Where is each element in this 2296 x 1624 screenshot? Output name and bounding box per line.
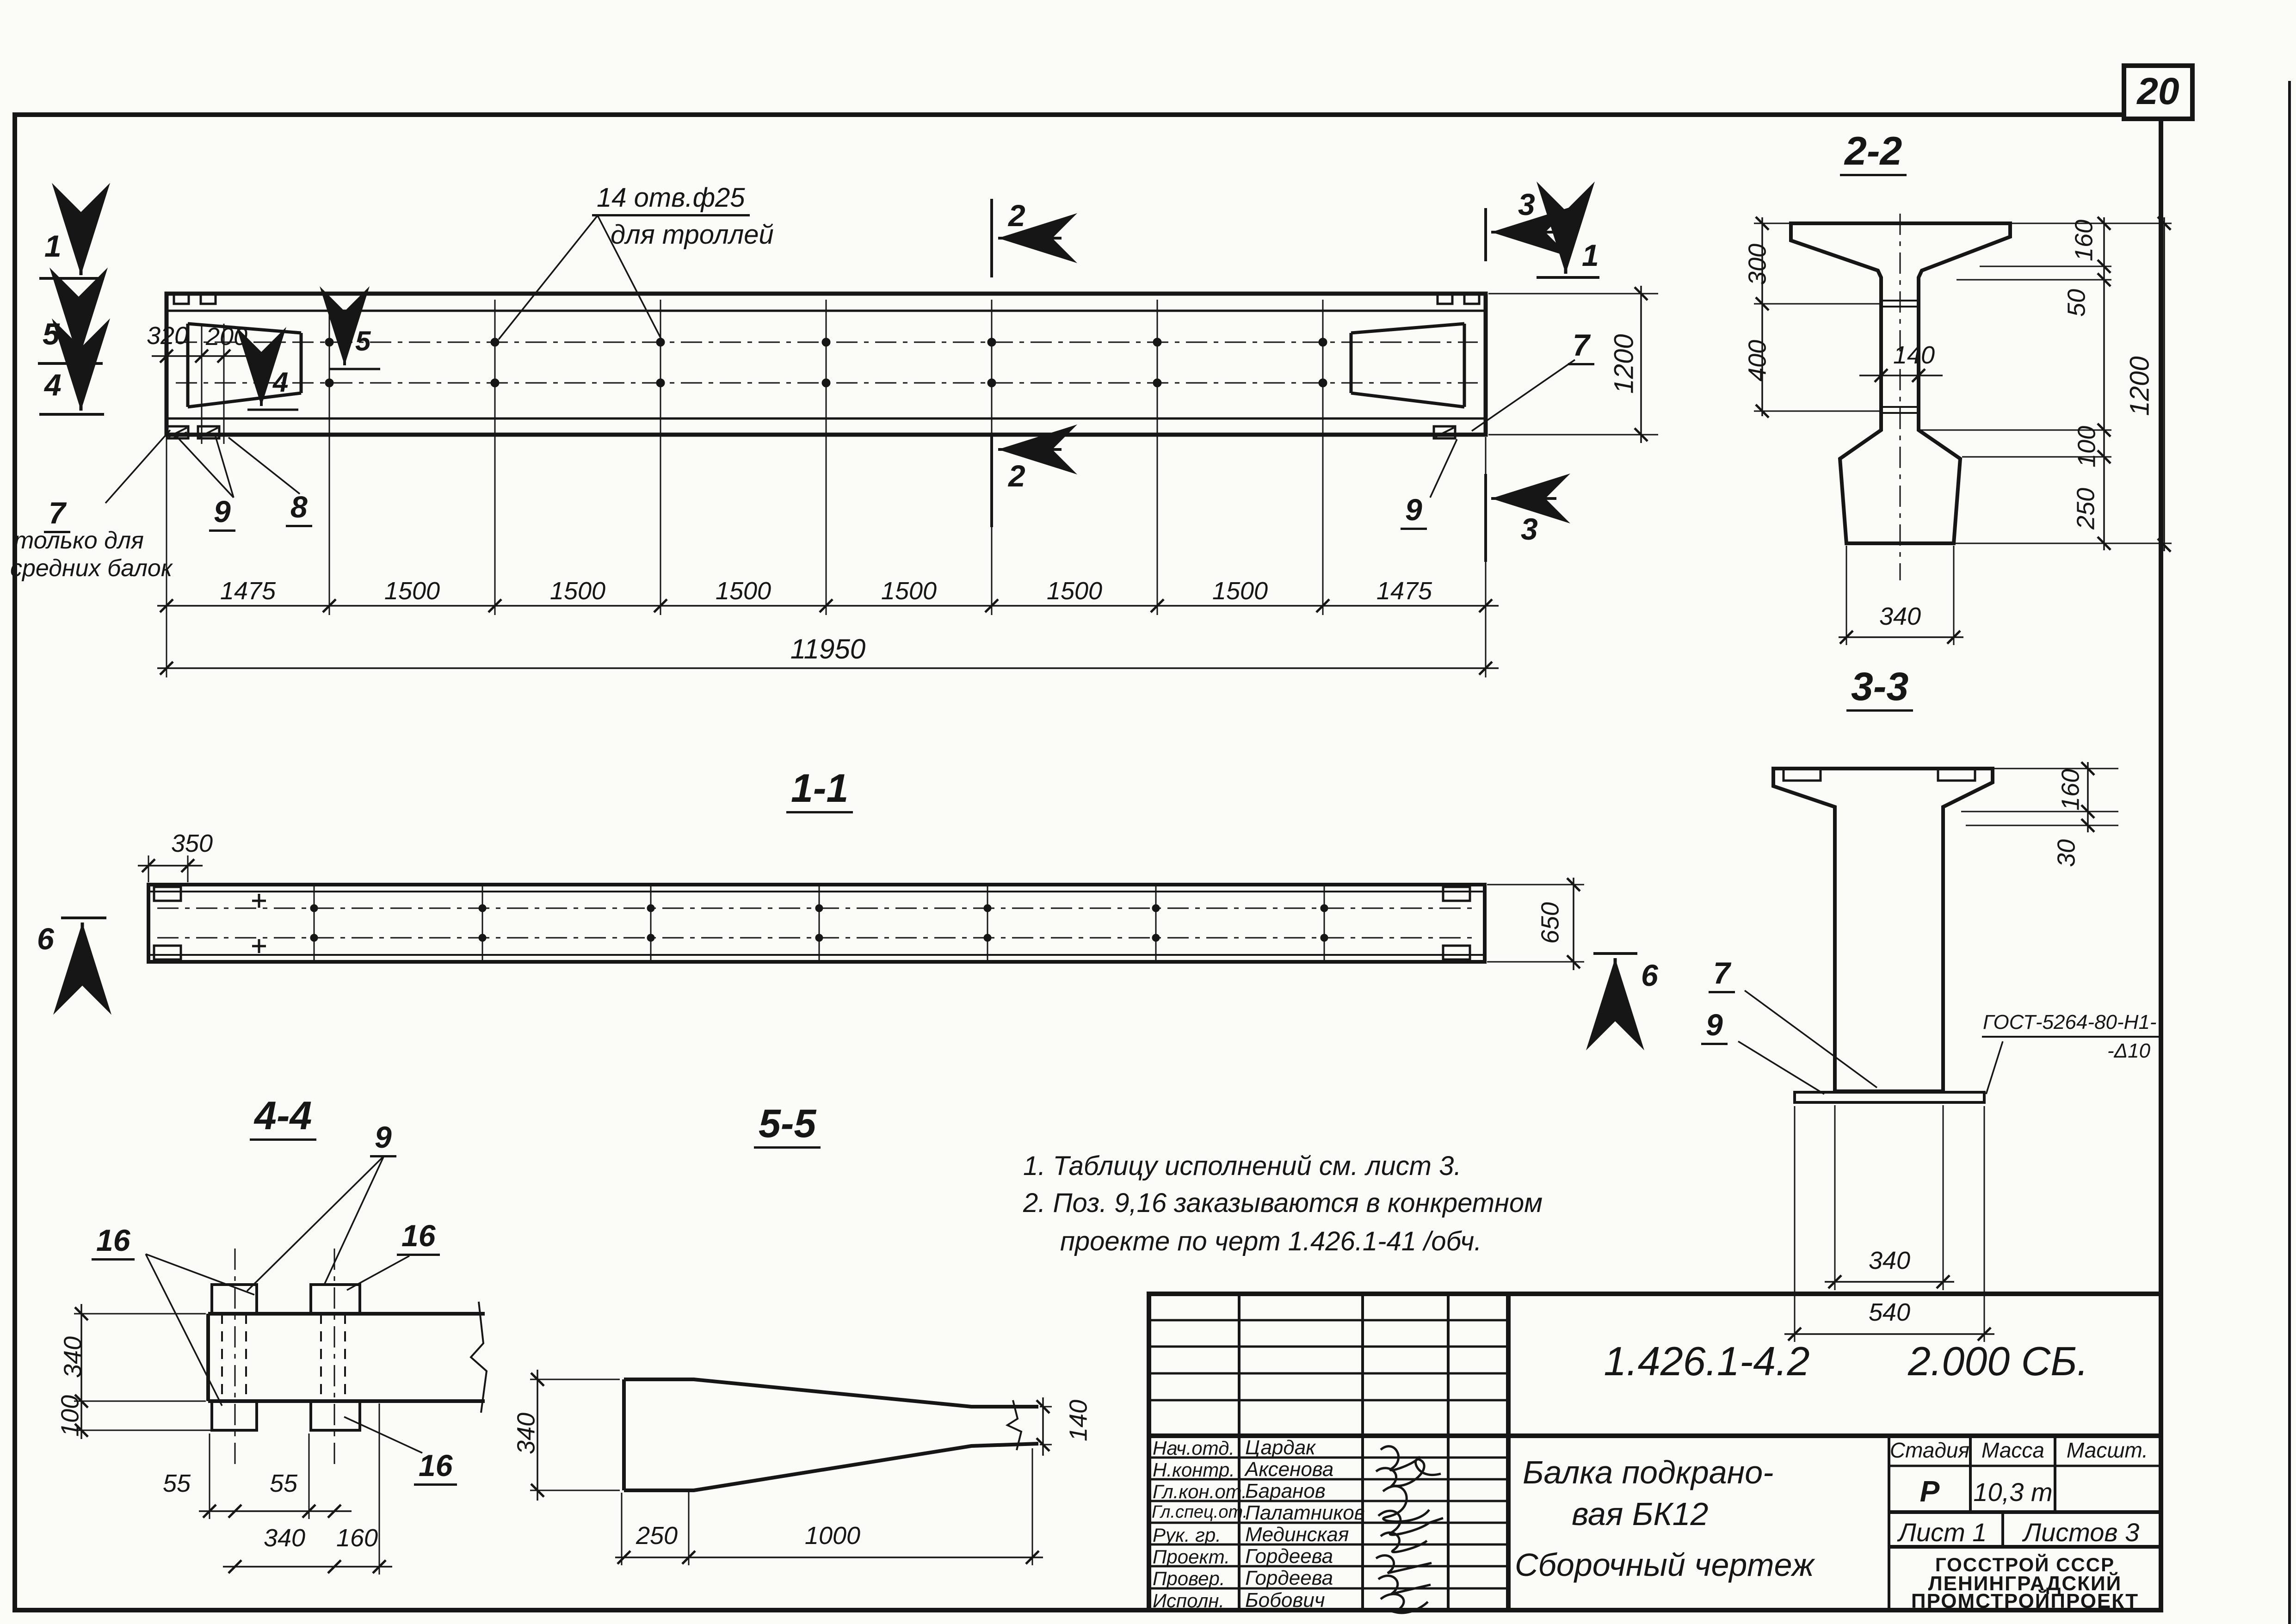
role-name: Мединская (1245, 1523, 1349, 1546)
chain-dim: 1475 (1376, 577, 1432, 605)
dim-340-44b: 340 (263, 1524, 306, 1552)
section-mark-3-top: 3 (1518, 187, 1535, 221)
section-mark-1-right: 1 (1582, 238, 1599, 272)
dim-350: 350 (171, 830, 213, 857)
callout-8: 8 (286, 491, 312, 527)
role-name: Аксенова (1245, 1458, 1334, 1481)
chain-dim: 1500 (549, 577, 606, 605)
dim-340-33: 340 (1868, 1247, 1911, 1274)
sheets-label: Листов 3 (2023, 1518, 2140, 1547)
dim-100-22: 100 (2073, 425, 2101, 468)
doc-suffix: 2.000 СБ. (1908, 1338, 2088, 1384)
section-5-5-title: 5-5 (754, 1103, 821, 1149)
dim-200: 200 (205, 323, 248, 351)
doc-title-line3: Сборочный чертеж (1515, 1547, 1814, 1583)
sheet-label: Лист 1 (1898, 1518, 1987, 1547)
role-label: Провер. (1153, 1568, 1225, 1589)
callout-9-44: 9 (370, 1121, 396, 1157)
role-label: Гл.кон.от. (1153, 1481, 1247, 1502)
frame (15, 115, 2161, 1610)
doc-title-line1: Балка подкрано- (1523, 1454, 1774, 1490)
hole-note-line1: 14 отв.ф25 (592, 184, 750, 216)
dim-55-a: 55 (162, 1470, 191, 1497)
inbeam-mark-5: 5 (355, 326, 371, 357)
dim-1200-main: 1200 (1609, 334, 1639, 394)
weld-note-line1: ГОСТ-5264-80-Н1- (1983, 1011, 2157, 1033)
role-name: Бобович (1245, 1589, 1325, 1612)
stage-value: Р (1920, 1475, 1940, 1508)
section-mark-2-top: 2 (1008, 198, 1025, 233)
role-name: Палатников (1245, 1501, 1365, 1524)
dim-340-55: 340 (512, 1412, 540, 1455)
callout-16-left: 16 (92, 1224, 135, 1261)
section-mark-5: 5 (43, 317, 60, 351)
section-mark-4: 4 (44, 368, 62, 402)
section-mark-2-bottom: 2 (1008, 459, 1025, 493)
mass-label: Масса (1981, 1438, 2045, 1462)
section-mark-6-left: 6 (37, 922, 54, 956)
callout-16-bottom: 16 (414, 1450, 457, 1486)
section-5-5-shape (624, 1379, 1038, 1490)
chain-dim: 1475 (220, 577, 276, 605)
role-label: Нач.отд. (1153, 1437, 1235, 1459)
section-3-3-title: 3-3 (1846, 666, 1913, 712)
dim-400: 400 (1743, 339, 1771, 382)
callout-7-33: 7 (1709, 957, 1735, 993)
dim-340-22: 340 (1879, 603, 1921, 630)
dim-540: 540 (1868, 1298, 1911, 1326)
role-label: Исполн. (1153, 1590, 1225, 1612)
mass-value: 10,3 т (1973, 1477, 2053, 1507)
role-name: Цардак (1245, 1436, 1315, 1459)
chain-dim: 1500 (881, 577, 937, 605)
role-name: Баранов (1245, 1480, 1326, 1502)
note-line2: 2. Поз. 9,16 заказываются в конкретном (1023, 1188, 1543, 1218)
doc-title-line2: вая БК12 (1572, 1496, 1709, 1532)
dim-160-22: 160 (2070, 219, 2098, 262)
dim-1000-55: 1000 (804, 1522, 861, 1550)
callout-7-right: 7 (1568, 329, 1594, 365)
hole-note-line2: для троллей (611, 220, 774, 250)
note-line1: 1. Таблицу исполнений см. лист 3. (1023, 1151, 1462, 1181)
callout-9-right: 9 (1401, 494, 1427, 530)
dim-250-22: 250 (2072, 487, 2100, 530)
chain-dim: 1500 (715, 577, 772, 605)
dim-320: 320 (146, 322, 189, 350)
callout-9-left: 9 (209, 496, 235, 532)
section-2-2-title: 2-2 (1840, 130, 1907, 176)
role-label: Гл.спец.от. (1152, 1502, 1248, 1522)
chain-dim: 1500 (1212, 577, 1268, 605)
org-line1: ГОССТРОЙ СССР (1935, 1554, 2115, 1575)
section-mark-1: 1 (44, 229, 62, 263)
callout-7-note2: средних балок (10, 555, 173, 582)
dim-160-44: 160 (336, 1524, 378, 1552)
section-4-4-title: 4-4 (250, 1095, 316, 1141)
dim-250-55: 250 (636, 1522, 678, 1550)
dim-55-b: 55 (269, 1470, 298, 1497)
sheet-number: 20 (2137, 70, 2179, 112)
dim-650: 650 (1536, 902, 1564, 944)
inbeam-mark-4: 4 (273, 367, 289, 398)
role-name: Гордеева (1245, 1567, 1333, 1589)
dim-160-33: 160 (2056, 769, 2085, 811)
dim-340-44v: 340 (59, 1336, 87, 1378)
scale-label: Масшт. (2066, 1438, 2148, 1462)
org-line2: ЛЕНИНГРАДСКИЙ (1928, 1572, 2122, 1595)
section-mark-6-right: 6 (1641, 958, 1658, 992)
total-dim: 11950 (790, 634, 866, 664)
callout-16-right: 16 (397, 1220, 440, 1256)
doc-number: 1.426.1-4.2 (1604, 1338, 1810, 1384)
role-label: Проект. (1153, 1546, 1230, 1568)
dim-1200-22: 1200 (2124, 356, 2155, 416)
dim-100-44: 100 (56, 1395, 84, 1437)
dim-50: 50 (2062, 289, 2091, 317)
dim-30: 30 (2052, 839, 2080, 867)
chain-dim: 1500 (1046, 577, 1103, 605)
stage-label: Стадия (1889, 1438, 1970, 1462)
section-mark-3-bottom: 3 (1521, 512, 1538, 546)
chain-dim: 1500 (384, 577, 440, 605)
role-label: Рук. гр. (1153, 1524, 1221, 1546)
dim-140-55: 140 (1064, 1399, 1092, 1442)
callout-9-33: 9 (1701, 1009, 1728, 1045)
callout-7-note1: только для (14, 527, 144, 554)
role-name: Гордеева (1245, 1545, 1333, 1568)
callout-7-left: 7 (44, 497, 70, 533)
dim-300: 300 (1743, 243, 1771, 286)
section-3-3-shape (1773, 769, 1993, 1091)
weld-note-line2: -Δ10 (2107, 1040, 2151, 1062)
dim-140-22: 140 (1893, 341, 1935, 369)
section-1-1-title: 1-1 (786, 768, 853, 813)
role-label: Н.контр. (1153, 1459, 1235, 1481)
org-line3: ПРОМСТРОЙПРОЕКТ (1911, 1590, 2139, 1612)
note-line3: проекте по черт 1.426.1-41 /обч. (1060, 1226, 1482, 1256)
plan-outline (148, 885, 1485, 962)
